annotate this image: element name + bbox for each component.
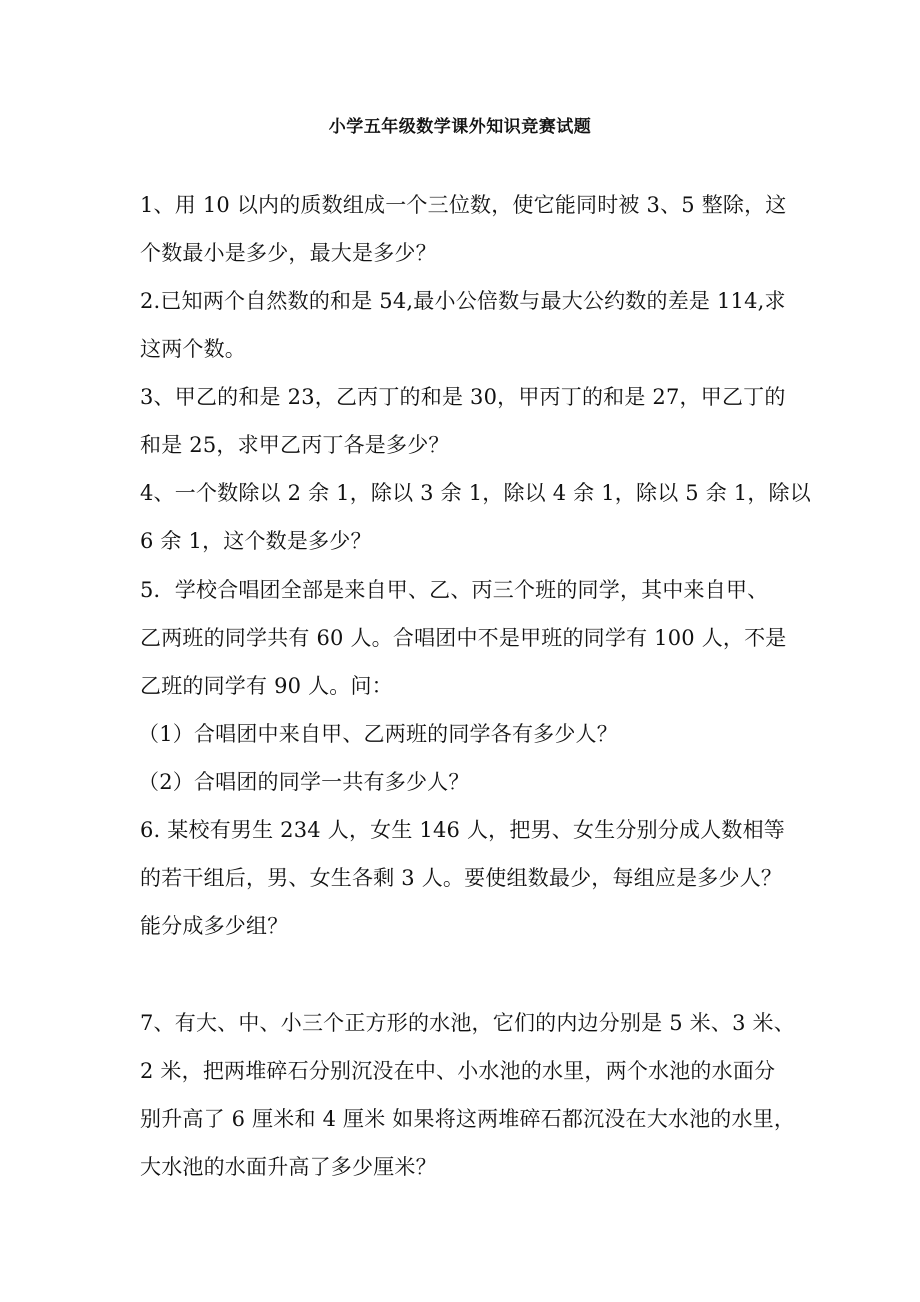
question-6-line-2: 的若干组后，男、女生各剩 3 人。要使组数最少，每组应是多少人？: [140, 866, 783, 890]
question-3-line-2: 和是 25，求甲乙丙丁各是多少？: [140, 433, 450, 457]
question-5-line-3: 乙班的同学有 90 人。问：: [140, 674, 393, 698]
question-4-line-2: 6 余 1，这个数是多少？: [140, 529, 372, 553]
question-4-line-1: 4、一个数除以 2 余 1，除以 3 余 1，除以 4 余 1，除以 5 余 1，除以: [140, 481, 811, 505]
question-6-line-1: 6. 某校有男生 234 人，女生 146 人，把男、女生分别分成人数相等: [140, 818, 785, 842]
page-title: 小学五年级数学课外知识竞赛试题: [328, 117, 592, 137]
question-6-line-3: 能分成多少组？: [140, 914, 289, 938]
question-5-sub-1: （1）合唱团中来自甲、乙两班的同学各有多少人？: [138, 722, 618, 746]
question-7-line-1: 7、有大、中、小三个正方形的水池，它们的内边分别是 5 米、3 米、: [140, 1011, 795, 1035]
question-3-line-1: 3、甲乙的和是 23，乙丙丁的和是 30，甲丙丁的和是 27，甲乙丁的: [140, 385, 786, 409]
question-5-line-2: 乙两班的同学共有 60 人。合唱团中不是甲班的同学有 100 人，不是: [140, 626, 787, 650]
question-5-line-1: 5．学校合唱团全部是来自甲、乙、丙三个班的同学，其中来自甲、: [140, 578, 769, 602]
question-5-sub-2: （2）合唱团的同学一共有多少人？: [138, 770, 470, 794]
question-7-line-4: 大水池的水面升高了多少厘米？: [140, 1155, 437, 1179]
question-2-line-1: 2.已知两个自然数的和是 54,最小公倍数与最大公约数的差是 114,求: [140, 289, 786, 313]
question-7-line-2: 2 米，把两堆碎石分别沉没在中、小水池的水里，两个水池的水面分: [140, 1059, 776, 1083]
question-2-line-2: 这两个数。: [140, 337, 246, 361]
question-1-line-1: 1、用 10 以内的质数组成一个三位数，使它能同时被 3、5 整除，这: [140, 193, 787, 217]
question-1-line-2: 个数最小是多少，最大是多少？: [140, 241, 437, 265]
question-7-line-3: 别升高了 6 厘米和 4 厘米 如果将这两堆碎石都沉没在大水池的水里，: [140, 1107, 796, 1131]
